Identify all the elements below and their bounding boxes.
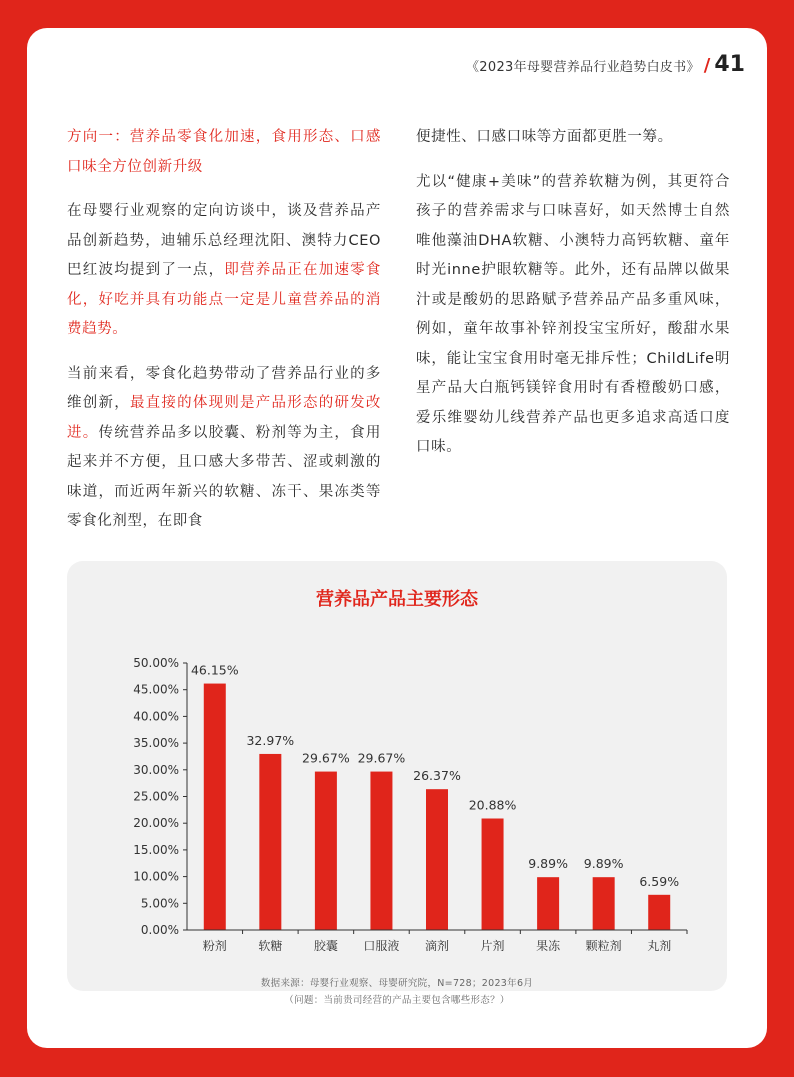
bar <box>204 684 226 930</box>
paragraph-text: 在母婴行业观察的定向访谈中，谈及营养品产品创新趋势，迪辅乐总经理沈阳、澳特力CEO巴红波均提到了一点， <box>67 203 381 278</box>
header-separator: / <box>703 55 711 76</box>
bar-value-label: 9.89% <box>583 856 624 872</box>
highlight-text: 最直接的体现则是产品形态的研发改进。 <box>67 395 381 441</box>
bar-value-label: 6.59% <box>639 873 680 889</box>
x-axis <box>187 930 687 951</box>
x-tick-label: 口服液 <box>363 939 400 951</box>
highlight-text: 即营养品正在加速零食化，好吃并具有功能点一定是儿童营养品的消费趋势。 <box>67 262 382 337</box>
document-title: 《2023年母婴营养品行业趋势白皮书》 <box>466 60 700 75</box>
survey-question: （问题：当前贵司经营的产品主要包含哪些形态？） <box>284 995 510 1006</box>
paragraph-interview <box>67 197 381 345</box>
y-tick-label: 5.00% <box>140 896 179 911</box>
section-heading: 方向一：营养品零食化加速，食用形态、口感口味全方位创新升级 <box>67 129 381 175</box>
bar-value-label: 46.15% <box>190 662 239 678</box>
bar-value-label: 29.67% <box>357 750 406 766</box>
y-tick-label: 30.00% <box>133 762 179 777</box>
x-tick-label: 颗粒剂 <box>585 939 622 951</box>
y-tick-label: 50.00% <box>133 656 179 670</box>
bar-value-label: 32.97% <box>246 732 295 748</box>
bar-value-label: 20.88% <box>468 797 517 813</box>
y-axis <box>133 656 187 937</box>
bar <box>315 772 337 930</box>
bar <box>482 819 504 930</box>
paragraph-gummy-example: 尤以“健康+美味”的营养软糖为例，其更符合孩子的营养需求与口味喜好，如天然博士自然唯他藻油DHA软糖、小澳特力高钙软糖、童年时光inne护眼软糖等。此外，还有品牌以做果汁或是酸奶的思路赋予营养品产品多重风味，例如，童年故事补锌剂投宝宝所好，酸甜水果味，能让宝宝食用时毫无排斥性；ChildLife明星产品大白瓶钙镁锌食用时有香橙酸奶口感，爱乐维婴幼儿线营养产品也更多追求高适口度口味。 <box>416 173 730 455</box>
right-column <box>416 123 730 478</box>
bar <box>259 754 281 930</box>
left-column <box>67 123 381 552</box>
y-tick-label: 15.00% <box>133 842 179 857</box>
bar <box>370 772 392 930</box>
chart-title: 营养品产品主要形态 <box>316 589 478 610</box>
paragraph-continuation: 便捷性、口感口味等方面都更胜一筹。 <box>416 129 673 145</box>
x-tick-label: 胶囊 <box>313 939 338 951</box>
chart-panel <box>67 561 727 1006</box>
x-tick-label: 滴剂 <box>424 939 450 951</box>
y-tick-label: 40.00% <box>133 709 179 724</box>
y-tick-label: 20.00% <box>133 816 179 831</box>
y-tick-label: 25.00% <box>133 789 179 804</box>
y-tick-label: 45.00% <box>133 682 179 697</box>
y-tick-label: 0.00% <box>140 923 179 937</box>
x-tick-label: 丸剂 <box>647 939 672 951</box>
data-source: 数据来源：母婴行业观察、母婴研究院，N=728；2023年6月 <box>260 978 534 989</box>
bar <box>593 877 615 930</box>
page-header <box>466 52 745 77</box>
bar-value-label: 29.67% <box>302 750 350 766</box>
page <box>27 28 767 1048</box>
y-tick-label: 35.00% <box>133 736 179 751</box>
bar-chart <box>67 561 727 951</box>
bar <box>537 877 559 930</box>
paragraph-text: 传统营养品多以胶囊、粉剂等为主，食用起来并不方便，且口感大多带苦、涩或刺激的味道，而近两年新兴的软糖、冻干、果冻类等零食化剂型，在即食 <box>67 424 381 529</box>
paragraph-text: 当前来看，零食化趋势带动了营养品行业的多维创新， <box>67 365 381 411</box>
bar <box>426 789 448 930</box>
bars <box>191 663 679 930</box>
bar <box>648 895 670 930</box>
x-tick-label: 果冻 <box>536 939 561 951</box>
x-tick-label: 片剂 <box>480 939 505 951</box>
y-tick-label: 10.00% <box>133 869 179 884</box>
paragraph-innovation <box>67 360 381 537</box>
bar-value-label: 9.89% <box>528 856 568 872</box>
x-tick-label: 粉剂 <box>202 939 227 951</box>
page-number: 41 <box>714 52 745 77</box>
bar-value-label: 26.37% <box>413 768 461 784</box>
x-tick-label: 软糖 <box>258 939 283 951</box>
